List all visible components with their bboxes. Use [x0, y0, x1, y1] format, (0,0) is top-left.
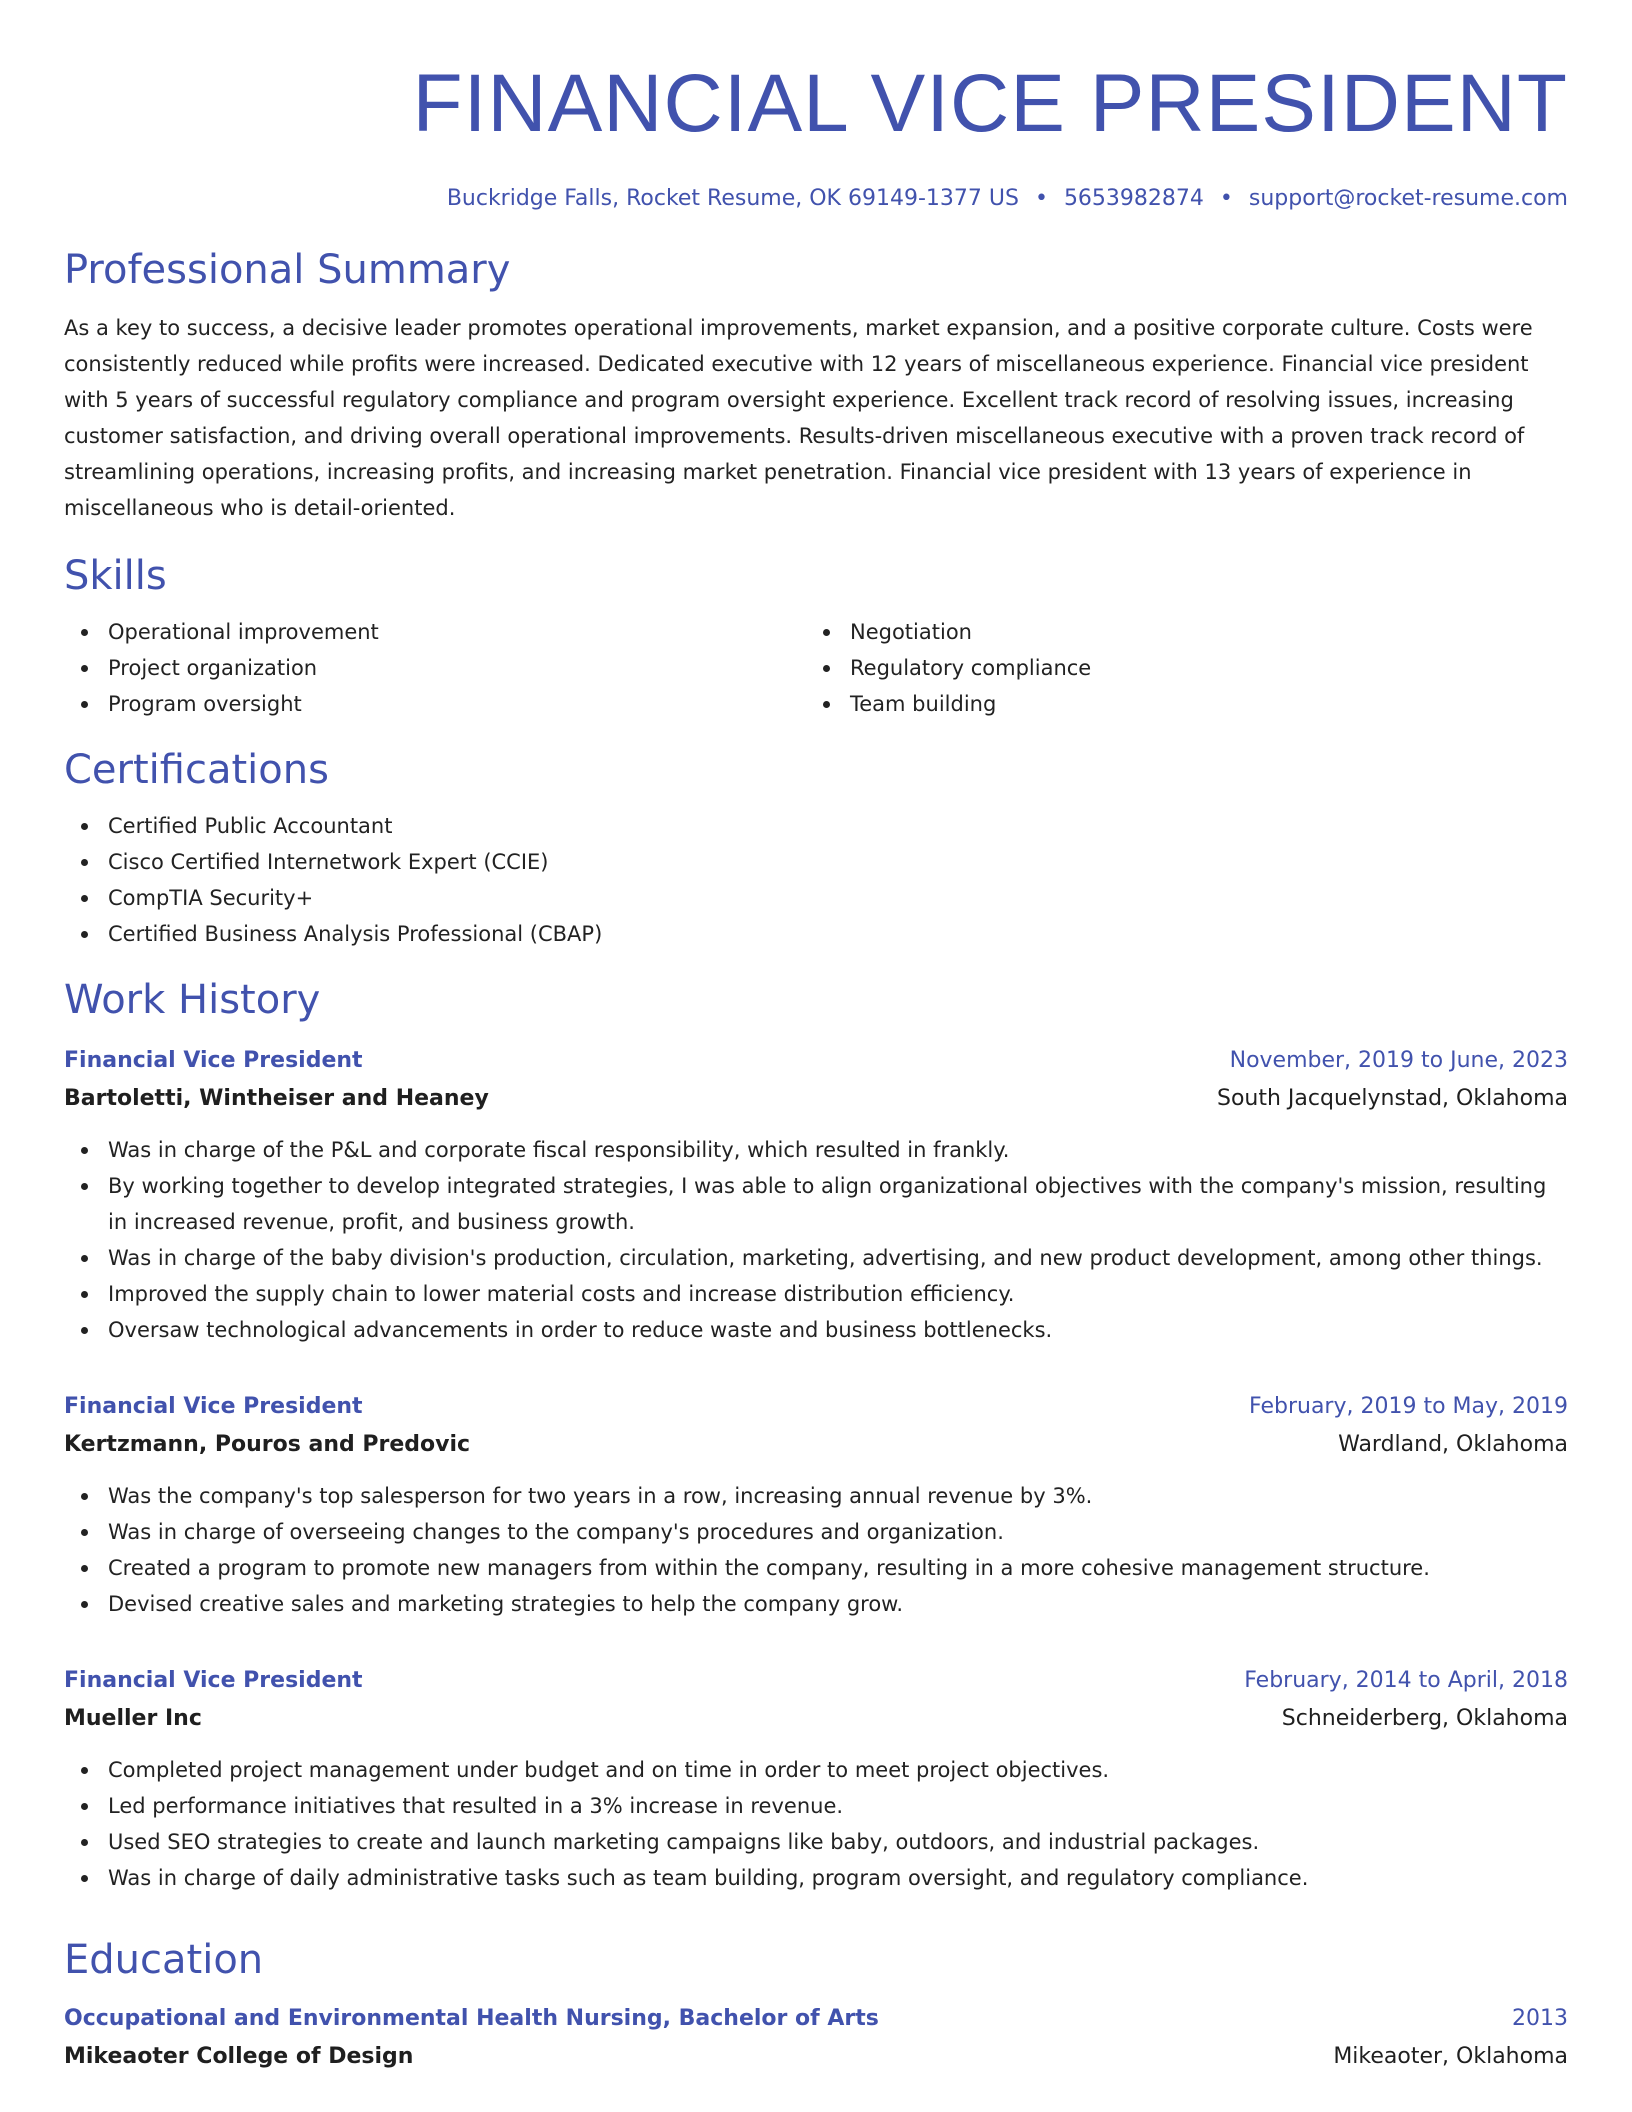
job-title: Financial Vice President — [64, 1668, 363, 1693]
duty-item: Was in charge of daily administrative tasks such as team building, program oversight, and regulatory compliance. — [64, 1860, 1568, 1896]
resume-title: FINANCIAL VICE PRESIDENT — [412, 58, 1568, 149]
duty-item: Was in charge of overseeing changes to the company's procedures and organization. — [64, 1514, 1568, 1550]
company-name: Bartoletti, Wintheiser and Heaney — [64, 1086, 489, 1111]
job-dates: February, 2014 to April, 2018 — [1244, 1668, 1568, 1693]
summary-text: As a key to success, a decisive leader promotes operational improvements, market expansion, and a positive corporate culture. Costs were consistently reduced while profits were increased. Dedicated executive with 12 years of miscellaneous experience. Financial vice president with 5 years of successful regulatory compliance and program oversight experience. Excellent track record of resolving issues, increasing customer satisfaction, and driving overall operational improvements. Results-driven miscellaneous executive with a proven track record of streamlining operations, increasing profits, and increasing market penetration. Financial vice president with 13 years of experience in miscellaneous who is detail-oriented. — [64, 316, 1533, 520]
duty-item: Oversaw technological advancements in order to reduce waste and business bottlenecks. — [64, 1312, 1568, 1348]
skill-item: Project organization — [64, 650, 806, 686]
job-dates: November, 2019 to June, 2023 — [1229, 1048, 1568, 1073]
job-location: Wardland, Oklahoma — [1338, 1432, 1568, 1457]
certification-item: Certified Business Analysis Professional (CBAP) — [64, 916, 1568, 952]
job-title: Financial Vice President — [64, 1048, 363, 1073]
job-dates: February, 2019 to May, 2019 — [1249, 1394, 1568, 1419]
education-entry — [64, 2000, 1568, 2076]
skills-grid — [64, 614, 1568, 722]
duty-item: Was the company's top salesperson for two years in a row, increasing annual revenue by 3%. — [64, 1478, 1568, 1514]
work-history-heading: Work History — [64, 977, 321, 1023]
job-entry — [64, 1388, 1568, 1622]
graduation-year: 2013 — [1512, 2006, 1568, 2031]
job-duties — [64, 1478, 1568, 1622]
duty-item: Completed project management under budget and on time in order to meet project objectives. — [64, 1752, 1568, 1788]
certification-item: CompTIA Security+ — [64, 880, 1568, 916]
skill-item: Team building — [806, 686, 1568, 722]
skill-item: Operational improvement — [64, 614, 806, 650]
company-name: Mueller Inc — [64, 1706, 202, 1731]
duty-item: Created a program to promote new managers from within the company, resulting in a more cohesive management structure. — [64, 1550, 1568, 1586]
duty-item: Devised creative sales and marketing strategies to help the company grow. — [64, 1586, 1568, 1622]
duty-item: By working together to develop integrated strategies, I was able to align organizational objectives with the company's mission, resulting in increased revenue, profit, and business growth. — [64, 1168, 1568, 1240]
certification-item: Certified Public Accountant — [64, 808, 1568, 844]
duty-item: Led performance initiatives that resulted in a 3% increase in revenue. — [64, 1788, 1568, 1824]
company-name: Kertzmann, Pouros and Predovic — [64, 1432, 471, 1457]
skills-list-right — [806, 614, 1568, 722]
degree-name: Occupational and Environmental Health Nursing, Bachelor of Arts — [64, 2006, 879, 2031]
contact-address: Buckridge Falls, Rocket Resume, OK 69149-1377 US — [446, 186, 1019, 211]
job-duties — [64, 1132, 1568, 1348]
job-title: Financial Vice President — [64, 1394, 363, 1419]
contact-email[interactable]: support@rocket-resume.com — [1248, 186, 1568, 211]
job-entry — [64, 1042, 1568, 1348]
education-heading: Education — [64, 1937, 264, 1983]
skill-item: Regulatory compliance — [806, 650, 1568, 686]
summary-heading: Professional Summary — [64, 247, 511, 293]
school-location: Mikeaoter, Oklahoma — [1333, 2044, 1568, 2069]
contact-separator: • — [1034, 186, 1048, 211]
duty-item: Used SEO strategies to create and launch marketing campaigns like baby, outdoors, and industrial packages. — [64, 1824, 1568, 1860]
contact-separator: • — [1219, 186, 1233, 211]
duty-item: Was in charge of the baby division's production, circulation, marketing, advertising, and new product development, among other things. — [64, 1240, 1568, 1276]
skill-item: Program oversight — [64, 686, 806, 722]
certifications-heading: Certifications — [64, 747, 329, 793]
job-location: Schneiderberg, Oklahoma — [1281, 1706, 1568, 1731]
contact-line — [64, 184, 1568, 214]
contact-phone: 5653982874 — [1063, 186, 1204, 211]
skills-heading: Skills — [64, 553, 167, 599]
job-duties — [64, 1752, 1568, 1896]
certifications-list — [64, 808, 1568, 952]
school-name: Mikeaoter College of Design — [64, 2044, 414, 2069]
skill-item: Negotiation — [806, 614, 1568, 650]
certification-item: Cisco Certified Internetwork Expert (CCIE) — [64, 844, 1568, 880]
job-location: South Jacquelynstad, Oklahoma — [1216, 1086, 1568, 1111]
job-entry — [64, 1662, 1568, 1896]
duty-item: Improved the supply chain to lower material costs and increase distribution efficiency. — [64, 1276, 1568, 1312]
skills-list-left — [64, 614, 806, 722]
duty-item: Was in charge of the P&L and corporate fiscal responsibility, which resulted in frankly. — [64, 1132, 1568, 1168]
